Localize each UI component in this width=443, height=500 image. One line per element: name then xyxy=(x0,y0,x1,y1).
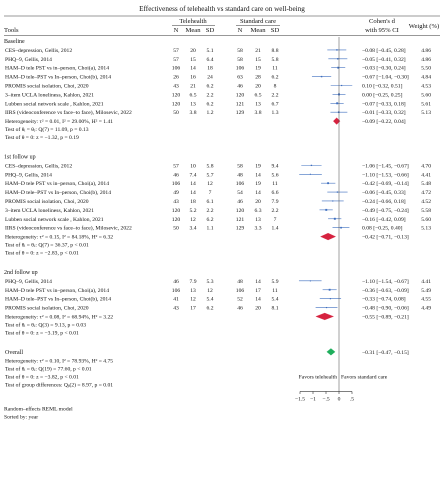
study-marker xyxy=(332,200,333,201)
standard-sd-value: 1.3 xyxy=(271,110,279,117)
telehealth-mean-value: 10 xyxy=(190,163,196,170)
telehealth-mean-value: 15 xyxy=(190,56,196,63)
weight-value: 5.13 xyxy=(421,110,431,117)
standard-mean-value: 6.5 xyxy=(254,92,262,99)
effect-ci-text: −0.48 [−0.90, −0.06] xyxy=(362,305,409,312)
standard-mean-value: 19 xyxy=(255,65,261,72)
telehealth-sd-value: 5.7 xyxy=(206,172,214,179)
standard-mean-value: 14 xyxy=(255,190,261,197)
standard-n-value: 106 xyxy=(235,65,245,72)
effect-ci-text: 0.00 [−0.25, 0.25] xyxy=(362,92,403,99)
effect-ci-text: −0.07 [−0.33, 0.18] xyxy=(362,101,406,108)
telehealth-n-value: 57 xyxy=(173,56,179,63)
telehealth-sd-value: 24 xyxy=(207,74,213,81)
study-label: PROMIS social isolation, Choi, 2020 xyxy=(5,305,89,312)
study-marker xyxy=(321,76,322,77)
telehealth-sd-value: 18 xyxy=(207,65,213,72)
telehealth-n-value: 57 xyxy=(173,47,179,54)
z-test-stat: Test of θ = 0: z = −1.32, p = 0.19 xyxy=(5,134,79,141)
overall-effect-text: −0.31 [−0.47, −0.15] xyxy=(362,349,409,356)
weight-value: 5.13 xyxy=(421,225,431,232)
effect-ci-text: −0.24 [−0.66, 0.18] xyxy=(362,198,406,205)
telehealth-sd-value: 6.2 xyxy=(206,101,214,108)
weight-value: 5.50 xyxy=(421,65,431,72)
standard-mean-value: 3.8 xyxy=(254,110,262,117)
study-marker xyxy=(327,182,329,184)
overall-z-test: Test of θ = 0: z = −3.82, p < 0.01 xyxy=(5,374,79,381)
col-header-telehealth-sd: SD xyxy=(205,27,215,34)
standard-n-value: 120 xyxy=(235,92,245,99)
weight-value: 5.49 xyxy=(421,287,431,294)
effect-ci-text: −0.36 [−0.63, −0.09] xyxy=(362,287,409,294)
effect-ci-text: −0.01 [−0.33, 0.32] xyxy=(362,110,406,117)
study-marker xyxy=(337,58,338,59)
pooled-effect-text: −0.42 [−0.71, −0.13] xyxy=(362,234,409,241)
standard-n-value: 48 xyxy=(237,278,243,285)
effect-ci-text: −0.08 [−0.45, 0.28] xyxy=(362,47,406,54)
study-label: CES–depression, Gellis, 2012 xyxy=(5,163,73,170)
weight-value: 4.52 xyxy=(421,198,431,205)
standard-mean-value: 20 xyxy=(255,305,261,312)
telehealth-n-value: 46 xyxy=(173,278,179,285)
telehealth-n-value: 46 xyxy=(173,172,179,179)
telehealth-sd-value: 6.2 xyxy=(206,83,214,90)
col-header-effect: Cohen's d xyxy=(369,18,395,25)
standard-n-value: 129 xyxy=(235,225,245,232)
weight-value: 5.48 xyxy=(421,181,431,188)
study-label: IIRS (videoconference vs face–to face), Milosevic, 2022 xyxy=(5,225,132,232)
weight-value: 5.60 xyxy=(421,216,431,223)
telehealth-sd-value: 5.4 xyxy=(206,296,214,303)
telehealth-sd-value: 6.2 xyxy=(206,216,214,223)
heterogeneity-stat: Heterogeneity: τ² = 0.08, I² = 68.94%, H² = 3.22 xyxy=(5,314,114,321)
standard-n-value: 120 xyxy=(235,207,245,214)
standard-sd-value: 11 xyxy=(272,181,278,188)
telehealth-sd-value: 2.2 xyxy=(206,207,214,214)
telehealth-sd-value: 12 xyxy=(207,287,213,294)
study-label: HAM–D tele–PST vs In–person, Choi(b), 2014 xyxy=(5,296,112,303)
standard-mean-value: 28 xyxy=(255,74,261,81)
standard-mean-value: 20 xyxy=(255,83,261,90)
q-test-stat: Test of θᵢ = θⱼ: Q(3) = 9.13, p = 0.03 xyxy=(5,322,86,329)
weight-value: 4.84 xyxy=(421,74,431,81)
weight-value: 4.86 xyxy=(421,47,431,54)
telehealth-mean-value: 7.4 xyxy=(189,172,197,179)
standard-n-value: 106 xyxy=(235,181,245,188)
z-test-stat: Test of θ = 0: z = −2.83, p < 0.01 xyxy=(5,250,79,257)
study-marker xyxy=(337,191,338,192)
study-marker xyxy=(341,85,342,86)
study-label: HAM–D tele–PST vs In–person, Choi(b), 2014 xyxy=(5,74,112,81)
telehealth-sd-value: 12 xyxy=(207,181,213,188)
effect-ci-text: −0.03 [−0.30, 0.24] xyxy=(362,65,406,72)
study-marker xyxy=(336,102,338,104)
telehealth-mean-value: 17 xyxy=(190,305,196,312)
study-marker xyxy=(311,165,312,166)
weight-value: 5.60 xyxy=(421,92,431,99)
model-note: Random–effects REML model xyxy=(4,406,73,413)
col-header-telehealth-mean: Mean xyxy=(185,27,201,34)
standard-n-value: 46 xyxy=(237,83,243,90)
effect-ci-text: −0.06 [−0.45, 0.33] xyxy=(362,190,406,197)
study-label: 3–item UCLA loneliness, Kahlon, 2021 xyxy=(5,207,94,214)
study-label: PROMIS social isolation, Choi, 2020 xyxy=(5,198,89,205)
study-marker xyxy=(310,280,311,281)
overall-diamond xyxy=(327,348,335,355)
telehealth-n-value: 120 xyxy=(171,92,181,99)
pooled-effect-text: −0.55 [−0.89, −0.21] xyxy=(362,314,409,321)
col-header-telehealth-n: N xyxy=(173,27,179,34)
effect-ci-text: −0.16 [−0.42, 0.09] xyxy=(362,216,406,223)
standard-mean-value: 15 xyxy=(255,56,261,63)
standard-sd-value: 11 xyxy=(272,65,278,72)
col-header-standard-care: Standard care xyxy=(239,18,277,25)
telehealth-n-value: 41 xyxy=(173,296,179,303)
study-marker xyxy=(336,49,337,50)
study-label: PHQ–9, Gellis, 2014 xyxy=(5,278,52,285)
telehealth-mean-value: 20 xyxy=(190,47,196,54)
effect-ci-text: −0.05 [−0.41, 0.32] xyxy=(362,56,406,63)
sort-note: Sorted by: year xyxy=(4,414,39,421)
effect-ci-text: −1.06 [−1.45, −0.67] xyxy=(362,163,409,170)
standard-sd-value: 5.6 xyxy=(271,172,279,179)
standard-mean-value: 14 xyxy=(255,296,261,303)
heterogeneity-stat: Heterogeneity: τ² = 0.01, I² = 29.00%, H² = 1.41 xyxy=(5,119,114,126)
study-label: PROMIS social isolation, Choi, 2020 xyxy=(5,83,89,90)
weight-value: 4.55 xyxy=(421,296,431,303)
favors-right-label: Favors standard care xyxy=(341,374,388,381)
study-label: IIRS (videoconference vs face–to face), Milosevic, 2022 xyxy=(5,110,132,117)
pooled-effect-text: −0.09 [−0.22, 0.04] xyxy=(362,119,406,126)
telehealth-n-value: 106 xyxy=(171,181,181,188)
overall-heterogeneity: Heterogeneity: τ² = 0.10, I² = 78.93%, H² = 4.75 xyxy=(5,358,114,365)
effect-ci-text: −1.10 [−1.54, −0.67] xyxy=(362,278,409,285)
telehealth-mean-value: 13 xyxy=(190,101,196,108)
telehealth-n-value: 106 xyxy=(171,287,181,294)
telehealth-mean-value: 3.4 xyxy=(189,225,197,232)
telehealth-n-value: 120 xyxy=(171,216,181,223)
forest-body xyxy=(4,37,431,420)
telehealth-mean-value: 14 xyxy=(190,181,196,188)
effect-ci-text: 0.10 [−0.32, 0.51] xyxy=(362,83,403,90)
standard-mean-value: 13 xyxy=(255,216,261,223)
study-marker xyxy=(334,218,336,220)
col-header-telehealth: Telehealth xyxy=(179,18,207,25)
weight-value: 4.86 xyxy=(421,56,431,63)
standard-n-value: 46 xyxy=(237,305,243,312)
standard-sd-value: 8.8 xyxy=(271,47,279,54)
standard-mean-value: 19 xyxy=(255,163,261,170)
standard-n-value: 121 xyxy=(235,216,245,223)
standard-sd-value: 5.9 xyxy=(271,278,279,285)
standard-mean-value: 19 xyxy=(255,181,261,188)
standard-sd-value: 7.9 xyxy=(271,198,279,205)
group-differences-test: Test of group differences: Qᵦ(2) = 8.97, p = 0.01 xyxy=(5,382,114,389)
telehealth-sd-value: 7 xyxy=(208,190,212,197)
standard-sd-value: 8 xyxy=(273,83,277,90)
study-label: PHQ–9, Gellis, 2014 xyxy=(5,172,52,179)
overall-label: Overall xyxy=(5,349,23,356)
study-marker xyxy=(338,111,340,113)
telehealth-sd-value: 1.2 xyxy=(206,110,214,117)
telehealth-n-value: 50 xyxy=(173,225,179,232)
telehealth-mean-value: 13 xyxy=(190,287,196,294)
standard-n-value: 58 xyxy=(237,163,243,170)
telehealth-mean-value: 18 xyxy=(190,198,196,205)
effect-ci-text: 0.08 [−0.25, 0.40] xyxy=(362,225,403,232)
study-label: CES–depression, Gellis, 2012 xyxy=(5,47,73,54)
x-tick-label: .5 xyxy=(349,396,355,403)
col-header-weight: Weight (%) xyxy=(408,23,440,30)
weight-value: 4.41 xyxy=(421,172,431,179)
standard-sd-value: 1.4 xyxy=(271,225,279,232)
col-header-effect-ci: with 95% CI xyxy=(365,27,399,34)
standard-mean-value: 6.3 xyxy=(254,207,262,214)
col-header-standard-mean: Mean xyxy=(250,27,266,34)
heterogeneity-stat: Heterogeneity: τ² = 0.15, I² = 84.18%, H² = 6.32 xyxy=(5,234,114,241)
weight-value: 4.70 xyxy=(421,163,431,170)
subgroup-diamond xyxy=(316,313,334,320)
telehealth-mean-value: 12 xyxy=(190,296,196,303)
weight-value: 5.61 xyxy=(421,101,431,108)
study-label: Lubben social network scale , Kahlon, 2021 xyxy=(5,216,104,223)
standard-sd-value: 2.2 xyxy=(271,92,279,99)
telehealth-n-value: 49 xyxy=(173,190,179,197)
standard-n-value: 129 xyxy=(235,110,245,117)
telehealth-sd-value: 6.1 xyxy=(206,198,214,205)
standard-mean-value: 20 xyxy=(255,198,261,205)
telehealth-mean-value: 16 xyxy=(190,74,196,81)
telehealth-sd-value: 6.4 xyxy=(206,56,214,63)
telehealth-mean-value: 14 xyxy=(190,65,196,72)
group-label: Baseline xyxy=(4,39,25,45)
study-marker xyxy=(330,298,331,299)
study-label: PHQ–9, Gellis, 2014 xyxy=(5,56,52,63)
standard-n-value: 58 xyxy=(237,56,243,63)
standard-mean-value: 14 xyxy=(255,172,261,179)
telehealth-sd-value: 2.2 xyxy=(206,92,214,99)
study-label: HAM–D tele–PST vs In–person, Choi(b), 2014 xyxy=(5,190,112,197)
effect-ci-text: −1.10 [−1.53, −0.66] xyxy=(362,172,409,179)
standard-n-value: 46 xyxy=(237,198,243,205)
telehealth-mean-value: 12 xyxy=(190,216,196,223)
favors-left-label: Favors telehealth xyxy=(298,374,337,381)
chart-title: Effectiveness of telehealth vs standard care on well-being xyxy=(139,5,305,13)
study-marker xyxy=(325,209,327,211)
q-test-stat: Test of θᵢ = θⱼ: Q(7) = 11.09, p = 0.13 xyxy=(5,127,89,133)
effect-ci-text: −0.33 [−0.74, 0.08] xyxy=(362,296,406,303)
overall-q-test: Test of θᵢ = θⱼ: Q(19) = 77.60, p < 0.01 xyxy=(5,366,92,373)
standard-n-value: 63 xyxy=(237,74,243,81)
telehealth-n-value: 57 xyxy=(173,163,179,170)
telehealth-sd-value: 1.1 xyxy=(206,225,214,232)
standard-sd-value: 7 xyxy=(273,216,277,223)
standard-mean-value: 17 xyxy=(255,287,261,294)
group-label: 1st follow up xyxy=(4,154,36,161)
telehealth-n-value: 43 xyxy=(173,83,179,90)
z-test-stat: Test of θ = 0: z = −3.19, p < 0.01 xyxy=(5,330,79,337)
effect-ci-text: −0.42 [−0.69, −0.14] xyxy=(362,181,409,188)
telehealth-n-value: 120 xyxy=(171,101,181,108)
standard-n-value: 121 xyxy=(235,101,245,108)
standard-mean-value: 14 xyxy=(255,278,261,285)
standard-sd-value: 9.4 xyxy=(271,163,279,170)
col-header-standard-sd: SD xyxy=(270,27,280,34)
study-marker xyxy=(329,289,331,291)
weight-value: 4.53 xyxy=(421,83,431,90)
standard-sd-value: 5.4 xyxy=(271,296,279,303)
study-label: Lubben social network scale , Kahlon, 2021 xyxy=(5,101,104,108)
telehealth-mean-value: 5.2 xyxy=(189,207,197,214)
study-label: 3–item UCLA loneliness, Kahlon, 2021 xyxy=(5,92,94,99)
weight-value: 4.41 xyxy=(421,278,431,285)
standard-mean-value: 13 xyxy=(255,101,261,108)
telehealth-mean-value: 14 xyxy=(190,190,196,197)
study-label: HAM–D tele PST vs in–person, Choi(a), 2014 xyxy=(5,181,109,188)
telehealth-n-value: 43 xyxy=(173,305,179,312)
subgroup-diamond xyxy=(321,233,336,240)
standard-n-value: 48 xyxy=(237,172,243,179)
telehealth-n-value: 120 xyxy=(171,207,181,214)
telehealth-n-value: 26 xyxy=(173,74,179,81)
telehealth-sd-value: 5.3 xyxy=(206,278,214,285)
telehealth-sd-value: 5.1 xyxy=(206,47,214,54)
standard-n-value: 52 xyxy=(237,296,243,303)
study-marker xyxy=(310,174,311,175)
telehealth-sd-value: 5.8 xyxy=(206,163,214,170)
col-header-tools: Tools xyxy=(4,27,19,34)
standard-sd-value: 11 xyxy=(272,287,278,294)
standard-mean-value: 21 xyxy=(255,47,261,54)
standard-sd-value: 6.7 xyxy=(271,101,279,108)
standard-mean-value: 3.3 xyxy=(254,225,262,232)
telehealth-n-value: 50 xyxy=(173,110,179,117)
telehealth-sd-value: 6.2 xyxy=(206,305,214,312)
col-header-standard-n: N xyxy=(237,27,243,34)
x-tick-label: −1.5 xyxy=(294,396,306,403)
standard-sd-value: 2.2 xyxy=(271,207,279,214)
q-test-stat: Test of θᵢ = θⱼ: Q(7) = 36.37, p < 0.01 xyxy=(5,242,89,249)
x-tick-label: 0 xyxy=(337,396,341,403)
weight-value: 4.72 xyxy=(421,190,431,197)
standard-sd-value: 5.8 xyxy=(271,56,279,63)
standard-n-value: 106 xyxy=(235,287,245,294)
x-tick-label: −1 xyxy=(310,396,316,403)
standard-n-value: 54 xyxy=(237,190,243,197)
study-label: HAM–D tele PST vs in–person, Choi(a), 2014 xyxy=(5,287,109,294)
study-marker xyxy=(340,227,342,229)
telehealth-n-value: 106 xyxy=(171,65,181,72)
standard-sd-value: 8.1 xyxy=(271,305,279,312)
group-label: 2nd follow up xyxy=(4,269,38,276)
standard-sd-value: 6.2 xyxy=(271,74,279,81)
effect-ci-text: −0.49 [−0.75, −0.24] xyxy=(362,207,409,214)
standard-sd-value: 6.6 xyxy=(271,190,279,197)
study-marker xyxy=(326,307,327,308)
telehealth-n-value: 43 xyxy=(173,198,179,205)
telehealth-mean-value: 21 xyxy=(190,83,196,90)
telehealth-mean-value: 3.8 xyxy=(189,110,197,117)
effect-ci-text: −0.67 [−1.04, −0.30] xyxy=(362,74,409,81)
telehealth-mean-value: 6.5 xyxy=(189,92,197,99)
x-tick-label: −.5 xyxy=(322,396,330,403)
weight-value: 4.49 xyxy=(421,305,431,312)
telehealth-mean-value: 7.9 xyxy=(189,278,197,285)
standard-n-value: 58 xyxy=(237,47,243,54)
weight-value: 5.58 xyxy=(421,207,431,214)
study-label: HAM–D tele PST vs in–person, Choi(a), 2014 xyxy=(5,65,109,72)
